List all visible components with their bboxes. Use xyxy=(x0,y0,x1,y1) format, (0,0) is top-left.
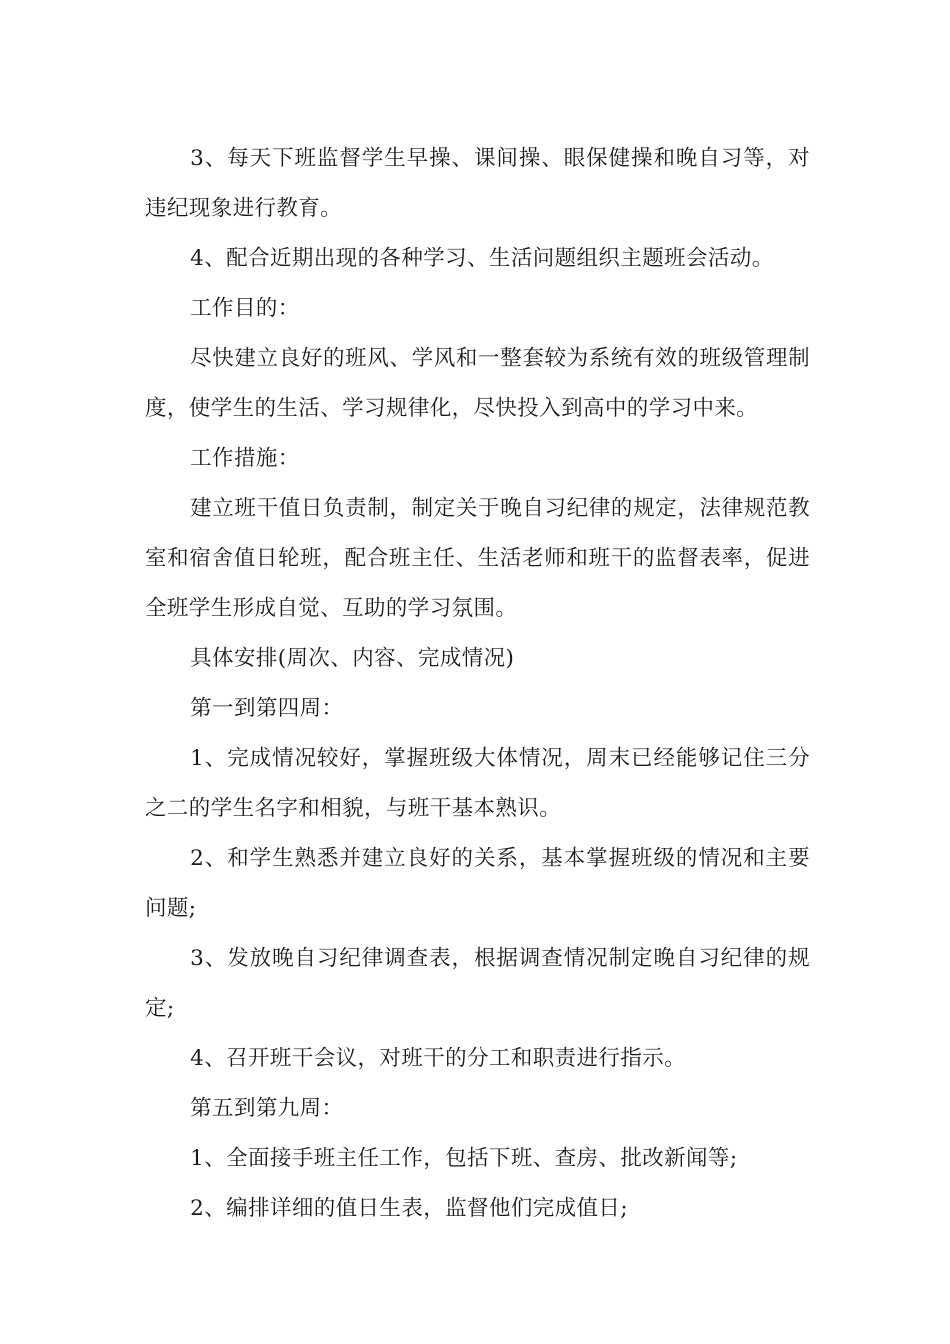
paragraph-work-measures: 建立班干值日负责制，制定关于晚自习纪律的规定，法律规范教室和宿舍值日轮班，配合班主任、生活老师和班干的监督表率，促进全班学生形成自觉、互助的学习氛围。 xyxy=(145,496,810,621)
paragraph-weeks-1-4-item-4: 4、召开班干会议，对班干的分工和职责进行指示。 xyxy=(190,1046,687,1071)
paragraph-weeks-5-9-item-1: 1、全面接手班主任工作，包括下班、查房、批改新闻等; xyxy=(190,1146,738,1171)
paragraph-weeks-1-4-item-3: 3、发放晚自习纪律调查表，根据调查情况制定晚自习纪律的规定; xyxy=(145,946,810,1021)
heading-work-measures: 工作措施： xyxy=(190,446,300,471)
paragraph-work-goal: 尽快建立良好的班风、学风和一整套较为系统有效的班级管理制度，使学生的生活、学习规律化，尽快投入到高中的学习中来。 xyxy=(145,346,810,421)
heading-schedule: 具体安排(周次、内容、完成情况) xyxy=(190,646,515,671)
paragraph-class-meeting: 4、配合近期出现的各种学习、生活问题组织主题班会活动。 xyxy=(190,246,774,271)
heading-weeks-5-9: 第五到第九周： xyxy=(190,1096,344,1121)
paragraph-weeks-1-4-item-2: 2、和学生熟悉并建立良好的关系，基本掌握班级的情况和主要问题; xyxy=(145,846,810,921)
paragraph-weeks-1-4-item-1: 1、完成情况较好，掌握班级大体情况，周末已经能够记住三分之二的学生名字和相貌，与班干基本熟识。 xyxy=(145,746,810,821)
document-body xyxy=(145,134,810,1234)
heading-weeks-1-4: 第一到第四周： xyxy=(190,696,344,721)
paragraph-weeks-5-9-item-2: 2、编排详细的值日生表，监督他们完成值日; xyxy=(190,1196,628,1221)
heading-work-goal: 工作目的： xyxy=(190,296,300,321)
paragraph-duty-supervision: 3、每天下班监督学生早操、课间操、眼保健操和晚自习等，对违纪现象进行教育。 xyxy=(145,146,810,221)
